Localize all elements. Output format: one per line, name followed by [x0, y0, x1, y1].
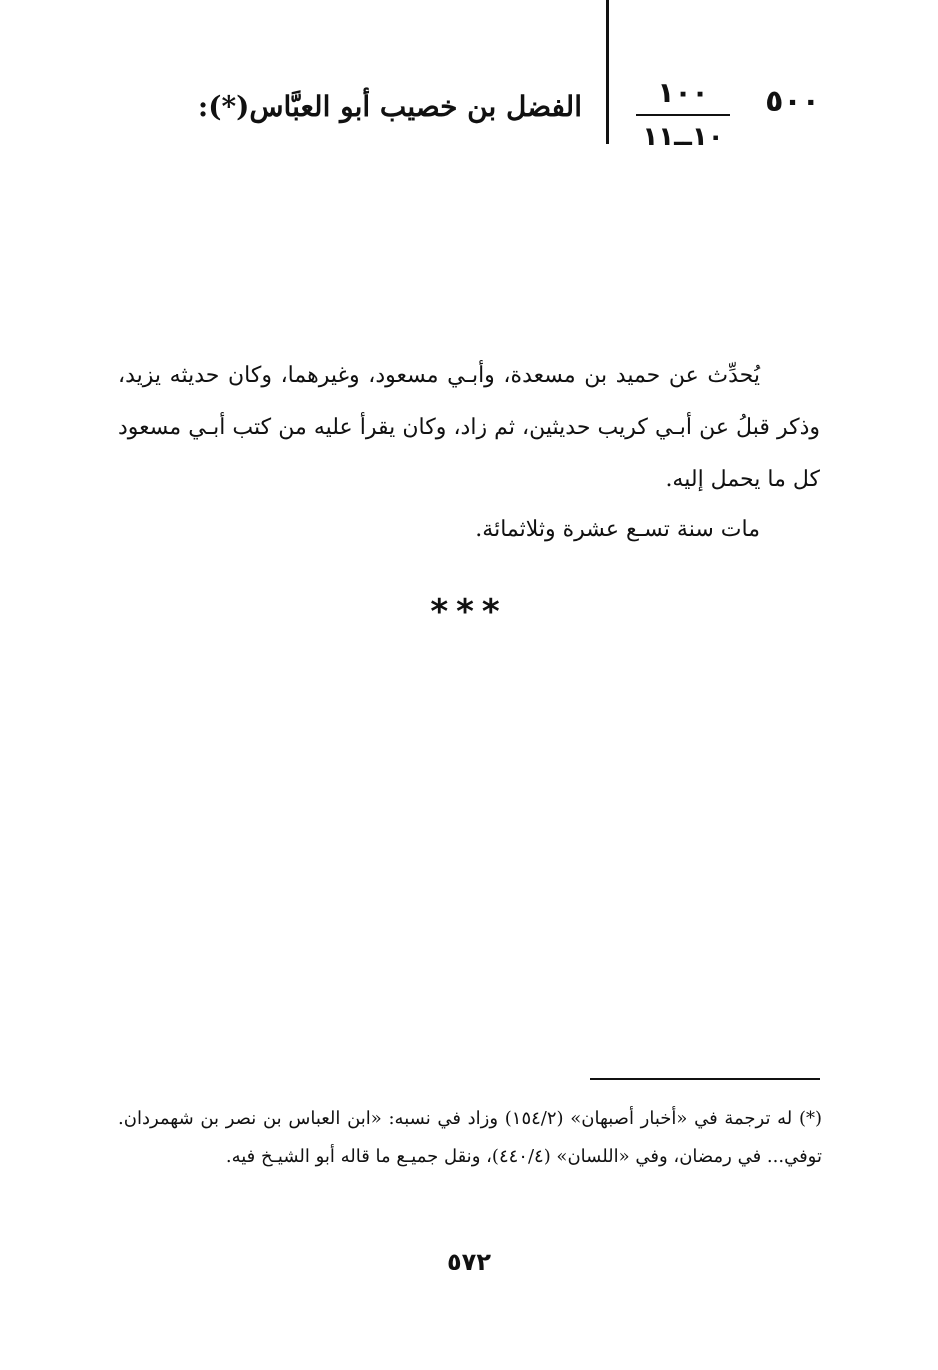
- body-paragraph-1: يُحدِّث عن حميد بن مسعدة، وأبـي مسعود، وغيرهما، وكان حديثه يزيد، وذكر قبلُ عن أبـي كريب حديثين، ثم زاد، وكان يقرأ عليه من كتب أبـي مسعود كل ما يحمل إليه.: [118, 363, 820, 492]
- fraction-bar: [636, 114, 730, 116]
- reference-numerator: ١٠٠: [657, 76, 709, 109]
- footnote-text: (*) له ترجمة في «أخبار أصبهان» (١٥٤/٢) وزاد في نسبه: «ابن العباس بن نصر بن شهمردان. توفي... في رمضان، وفي «اللسان» (٤٤٠/٤)، ونقل جميـع ما قاله أبو الشيـخ فيه.: [118, 1108, 823, 1167]
- entry-title: الفضل بن خصيب أبو العبَّاس(*):: [197, 90, 582, 123]
- body-paragraph-2: مات سنة تسـع عشرة وثلاثمائة.: [475, 517, 760, 542]
- reference-fraction: [632, 76, 734, 154]
- header-vertical-rule: [606, 0, 609, 144]
- entry-number: ٥٠٠: [765, 84, 820, 119]
- section-separator: ***: [430, 592, 508, 632]
- footnote-rule: [590, 1078, 820, 1080]
- reference-denominator: ١٠ــ١١: [642, 122, 724, 152]
- page-number: ٥٧٢: [447, 1248, 491, 1276]
